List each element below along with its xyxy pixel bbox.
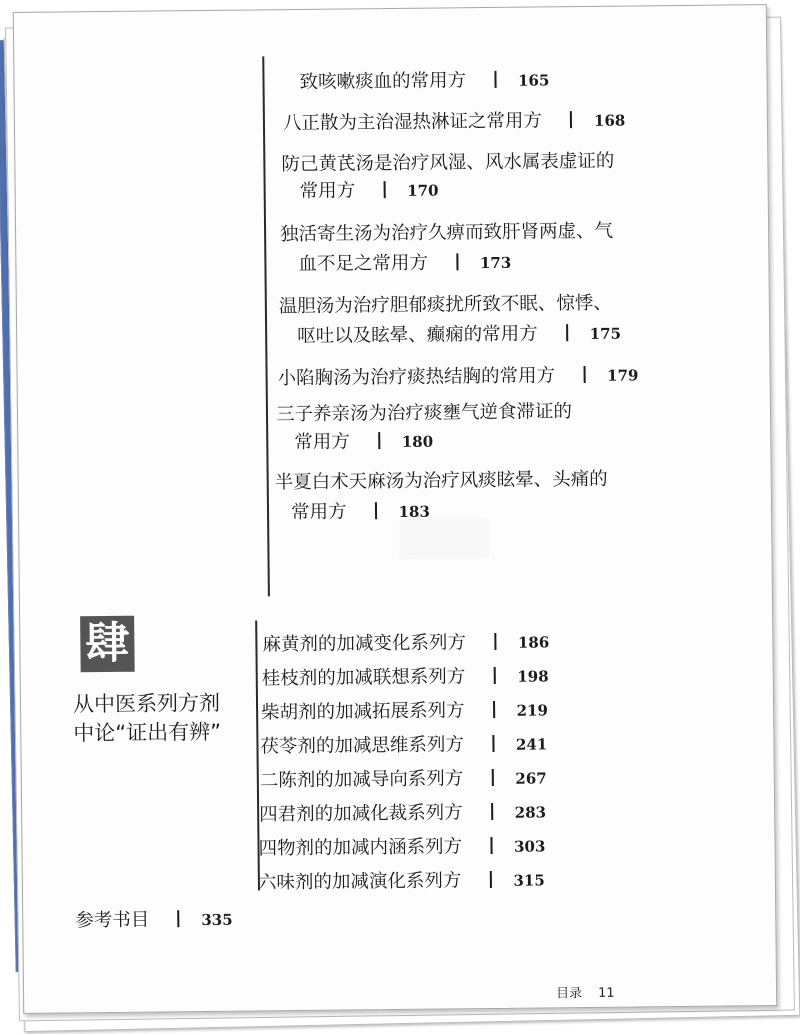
toc-entry[interactable]: 防己黄芪汤是治疗风湿、风水属表虚证的 (281, 150, 615, 176)
toc-entry[interactable]: 独活寄生汤为治疗久痹而致肝肾两虚、气 (280, 220, 614, 246)
page-number: 267 (515, 769, 547, 788)
separator-bar (494, 71, 496, 88)
toc-entry[interactable]: 麻黄剂的加减变化系列方 186 (262, 632, 550, 656)
toc-divider-line (262, 56, 270, 596)
page-number: 179 (607, 366, 639, 385)
page-number: 168 (593, 111, 626, 130)
page-number: 175 (589, 324, 622, 343)
separator-bar (491, 803, 493, 820)
toc-entry[interactable]: 半夏白术天麻汤为治疗风痰眩晕、头痛的 (274, 468, 608, 494)
separator-bar (493, 667, 495, 684)
toc-entry-continuation[interactable]: 血不足之常用方 173 (298, 252, 512, 275)
section-title[interactable]: 从中医系列方剂 中论“证出有辨” (72, 690, 222, 746)
separator-bar (583, 366, 585, 383)
toc-entry[interactable]: 温胆汤为治疗胆郁痰扰所致不眠、惊悸、 (278, 292, 612, 318)
page-number: 165 (517, 71, 550, 90)
page-number: 303 (513, 837, 546, 856)
page-number: 186 (517, 633, 550, 652)
page-number: 335 (201, 910, 233, 930)
page-number: 283 (514, 803, 547, 822)
section-number-badge: 肆 (80, 616, 135, 673)
separator-bar (456, 253, 458, 270)
page-number: 198 (517, 667, 549, 686)
separator-bar (570, 111, 572, 128)
separator-bar (490, 837, 492, 854)
separator-bar (383, 181, 385, 198)
toc-entry[interactable]: 四物剂的加减内涵系列方 303 (258, 836, 546, 860)
toc-entry[interactable]: 桂枝剂的加减联想系列方 198 (261, 666, 549, 690)
separator-bar (494, 633, 496, 650)
separator-bar (566, 324, 568, 341)
page-number: 173 (479, 253, 512, 273)
toc-entry[interactable]: 八正散为主治湿热淋证之常用方 168 (282, 110, 626, 135)
toc-entry-continuation[interactable]: 呕吐以及眩晕、癫痫的常用方 175 (297, 323, 622, 348)
toc-entry-continuation[interactable]: 常用方 170 (299, 180, 439, 202)
book-page (13, 4, 777, 1014)
toc-entry[interactable]: 三子养亲汤为治疗痰壅气逆食滞证的 (275, 401, 573, 426)
toc-entry[interactable]: 柴胡剂的加减拓展系列方 219 (261, 700, 549, 724)
separator-bar (492, 735, 494, 752)
toc-entry[interactable]: 致咳嗽痰血的常用方 165 (299, 70, 550, 93)
separator-bar (374, 502, 376, 519)
toc-entry[interactable]: 四君剂的加减化裁系列方 283 (259, 802, 547, 826)
page-number: 241 (515, 735, 548, 754)
page-number: 183 (398, 502, 430, 521)
page-number: 180 (401, 432, 434, 451)
toc-entry[interactable]: 茯苓剂的加减思维系列方 241 (260, 734, 548, 758)
toc-entry-continuation[interactable]: 常用方 180 (294, 431, 434, 454)
separator-bar (493, 701, 495, 718)
toc-entry-continuation[interactable]: 常用方 183 (290, 501, 430, 524)
separator-bar (177, 910, 179, 927)
page-number: 170 (407, 181, 439, 200)
separator-bar (489, 871, 491, 888)
page-footer (556, 982, 615, 1002)
footer-label: 目录 (556, 986, 583, 1002)
separator-bar (491, 769, 493, 786)
page-number: 315 (513, 871, 545, 890)
toc-entry[interactable]: 六味剂的加减演化系列方 315 (257, 870, 545, 894)
toc-entry[interactable]: 二陈剂的加减导向系列方 267 (259, 768, 547, 792)
separator-bar (378, 432, 380, 449)
footer-page-number: 11 (598, 985, 615, 1001)
toc-entry[interactable]: 小陷胸汤为治疗痰热结胸的常用方 179 (277, 365, 639, 390)
bibliography-entry[interactable]: 参考书目 335 (75, 909, 233, 932)
page-number: 219 (516, 701, 549, 720)
